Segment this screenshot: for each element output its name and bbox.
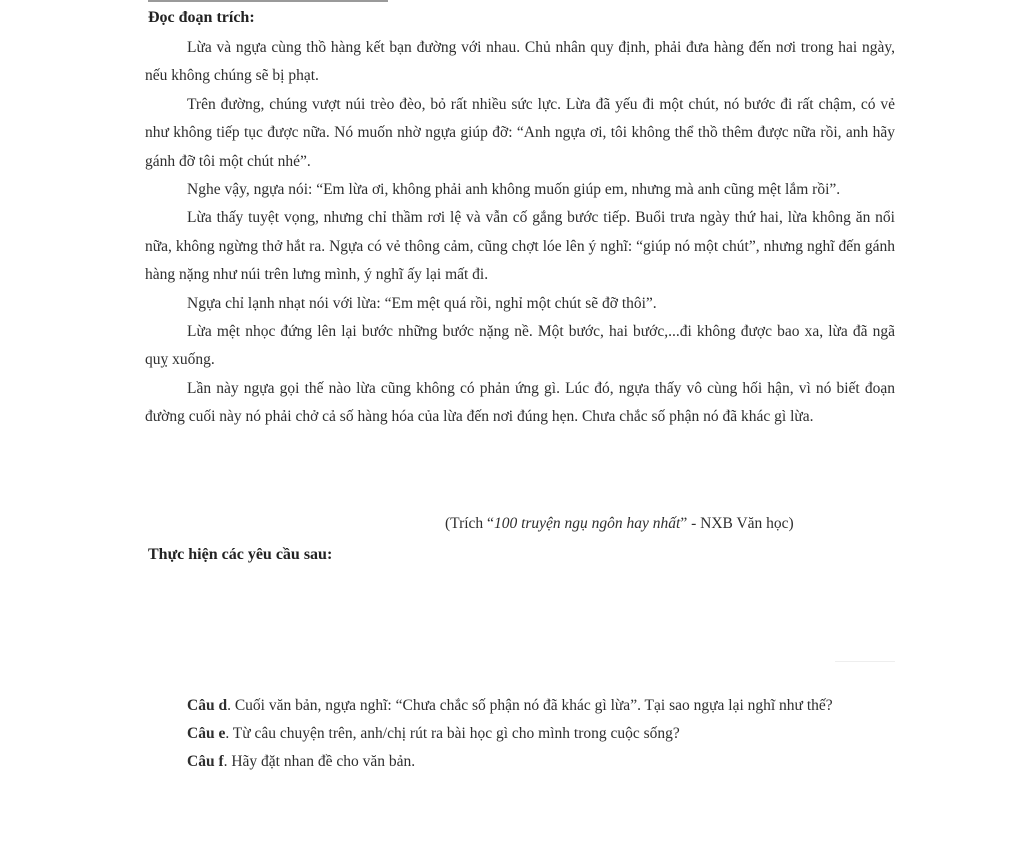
- question-text: . Từ câu chuyện trên, anh/chị rút ra bài học gì cho mình trong cuộc sống?: [225, 725, 680, 742]
- question-item: [145, 720, 895, 748]
- top-rule: [148, 0, 388, 6]
- citation-title: 100 truyện ngụ ngôn hay nhất: [493, 515, 681, 532]
- question-item: [145, 692, 895, 720]
- question-label: Câu e: [187, 725, 226, 742]
- citation-prefix: (Trích “: [445, 515, 494, 532]
- paragraph: Lừa và ngựa cùng thồ hàng kết bạn đường với nhau. Chủ nhân quy định, phải đưa hàng đến nơi trong hai ngày, nếu không chúng sẽ bị phạt.: [145, 39, 895, 85]
- citation: [445, 515, 890, 533]
- question-item: [145, 748, 895, 776]
- question-text: . Hãy đặt nhan đề cho văn bản.: [223, 753, 416, 770]
- citation-suffix: ” - NXB Văn học): [680, 515, 794, 532]
- paragraph: Lừa thấy tuyệt vọng, nhưng chỉ thầm rơi lệ và vẫn cố gắng bước tiếp. Buổi trưa ngày thứ hai, lừa không ăn nổi nữa, không ngừng thở hắt ra. Ngựa có vẻ thông cảm, cũng chợt lóe lên ý nghĩ: “giúp nó một chút”, nhưng nghĩ đến gánh hàng nặng như núi trên lưng mình, ý nghĩ ấy lại mất đi.: [145, 209, 895, 284]
- divider: [835, 661, 895, 662]
- paragraph: Ngựa chỉ lạnh nhạt nói với lừa: “Em mệt quá rồi, nghỉ một chút sẽ đỡ thôi”.: [187, 294, 657, 312]
- excerpt-heading: Đọc đoạn trích:: [148, 9, 255, 26]
- questions-list: [145, 692, 895, 776]
- question-text: . Cuối văn bản, ngựa nghĩ: “Chưa chắc số phận nó đã khác gì lừa”. Tại sao ngựa lại nghĩ như thế?: [227, 697, 833, 714]
- tasks-heading: Thực hiện các yêu cầu sau:: [148, 546, 333, 563]
- question-label: Câu f: [187, 753, 224, 770]
- paragraph: Trên đường, chúng vượt núi trèo đèo, bỏ rất nhiều sức lực. Lừa đã yếu đi một chút, nó bước đi rất chậm, có vẻ như không tiếp tục được nữa. Nó muốn nhờ ngựa giúp đỡ: “Anh ngựa ơi, tôi không thể thồ thêm được nữa rồi, anh hãy gánh đỡ tôi một chút nhé”.: [145, 95, 895, 170]
- paragraph: Nghe vậy, ngựa nói: “Em lừa ơi, không phải anh không muốn giúp em, nhưng mà anh cũng mệt lắm rồi”.: [187, 181, 841, 199]
- question-label: Câu d: [187, 697, 228, 714]
- excerpt-body: [145, 34, 895, 432]
- paragraph: Lần này ngựa gọi thế nào lừa cũng không có phản ứng gì. Lúc đó, ngựa thấy vô cùng hối hận, vì nó biết đoạn đường cuối này nó phải chở cả số hàng hóa của lừa đến nơi đúng hẹn. Chưa chắc số phận nó đã khác gì lừa.: [145, 379, 895, 426]
- paragraph: Lừa mệt nhọc đứng lên lại bước những bước nặng nề. Một bước, hai bước,...đi không được bao xa, lừa đã ngã quỵ xuống.: [145, 323, 895, 369]
